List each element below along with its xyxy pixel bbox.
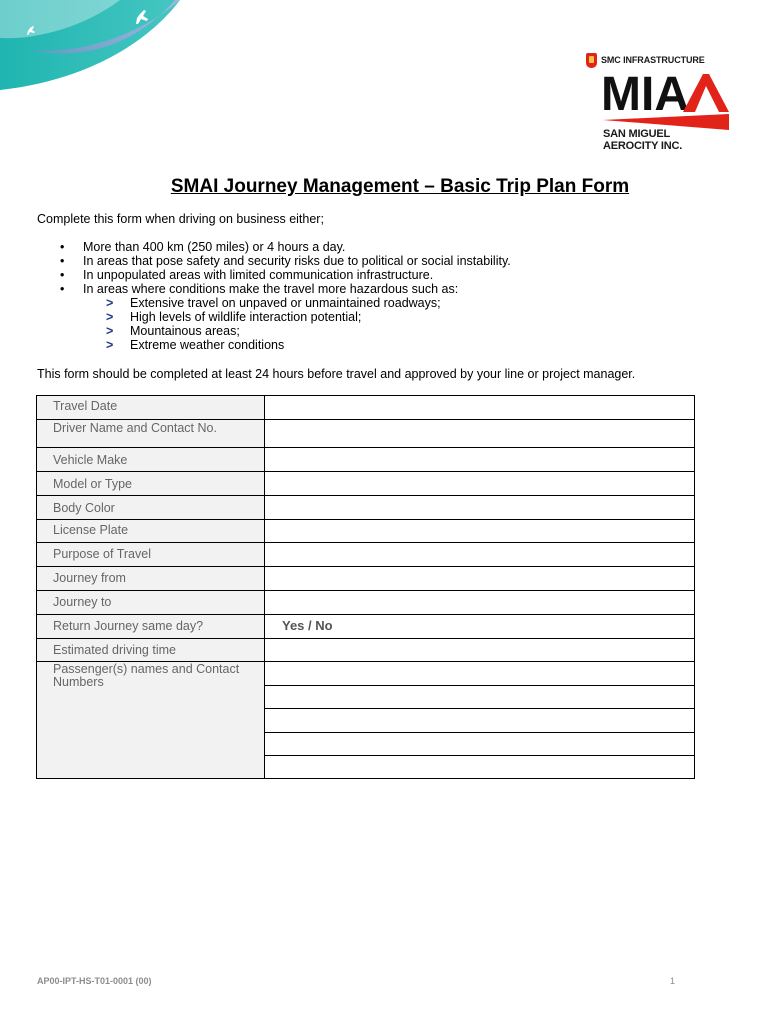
form-row-travel-date [37, 396, 694, 420]
field-label: Journey from [37, 567, 265, 590]
header-swoosh-graphic [0, 0, 200, 100]
smc-emblem-icon [586, 53, 597, 68]
form-row-journey-from [37, 567, 694, 591]
form-row-license-plate [37, 520, 694, 543]
trip-plan-form-table [36, 395, 695, 779]
mia-wordmark [601, 70, 731, 130]
passenger-entry-field[interactable] [265, 732, 694, 756]
field-label: License Plate [37, 520, 265, 542]
page-number: 1 [670, 976, 676, 986]
arrow-icon: > [106, 296, 114, 310]
form-row-model [37, 472, 694, 496]
journey-from-field[interactable] [266, 567, 694, 590]
logo-top-line: SMC INFRASTRUCTURE [601, 55, 705, 65]
body-color-field[interactable] [266, 496, 694, 519]
svg-text:MIA: MIA [601, 70, 689, 121]
field-label: Travel Date [37, 396, 265, 419]
arrow-icon: > [106, 310, 114, 324]
purpose-field[interactable] [266, 543, 694, 566]
company-logo [586, 52, 736, 156]
driving-time-field[interactable] [266, 639, 694, 661]
model-type-field[interactable] [266, 472, 694, 495]
field-label: Vehicle Make [37, 448, 265, 471]
journey-to-field[interactable] [266, 591, 694, 614]
field-label: Return Journey same day? [37, 615, 265, 638]
form-row-vehicle-make [37, 448, 694, 472]
passenger-label: Passenger(s) names and Contact Numbers [37, 662, 265, 778]
passenger-entry-field[interactable] [265, 755, 694, 778]
arrow-icon: > [106, 338, 114, 352]
field-label: Driver Name and Contact No. [37, 420, 265, 447]
field-label: Body Color [37, 496, 265, 519]
passenger-entry-field[interactable] [265, 662, 694, 686]
license-plate-field[interactable] [266, 520, 694, 542]
form-row-return-journey [37, 615, 694, 639]
form-row-body-color [37, 496, 694, 520]
form-row-journey-to [37, 591, 694, 615]
intro-text: Complete this form when driving on business either; [37, 212, 324, 226]
logo-subtitle-1: SAN MIGUEL [603, 128, 671, 140]
passenger-entry-field[interactable] [265, 708, 694, 733]
document-code: AP00-IPT-HS-T01-0001 (00) [37, 976, 152, 986]
vehicle-make-field[interactable] [266, 448, 694, 471]
field-label: Estimated driving time [37, 639, 265, 661]
form-row-purpose [37, 543, 694, 567]
submission-note: This form should be completed at least 24 hours before travel and approved by your line or project manager. [37, 367, 636, 381]
driver-name-field[interactable] [266, 420, 694, 447]
return-journey-field[interactable]: Yes / No [282, 618, 333, 633]
field-label: Purpose of Travel [37, 543, 265, 566]
page-title: SMAI Journey Management – Basic Trip Plan Form [170, 176, 630, 197]
form-row-driver [37, 420, 694, 448]
travel-date-field[interactable] [266, 396, 694, 419]
arrow-icon: > [106, 324, 114, 338]
field-label: Journey to [37, 591, 265, 614]
field-label: Model or Type [37, 472, 265, 495]
logo-subtitle-2: AEROCITY INC. [603, 140, 683, 152]
passenger-entry-field[interactable] [265, 685, 694, 709]
form-row-driving-time [37, 639, 694, 662]
